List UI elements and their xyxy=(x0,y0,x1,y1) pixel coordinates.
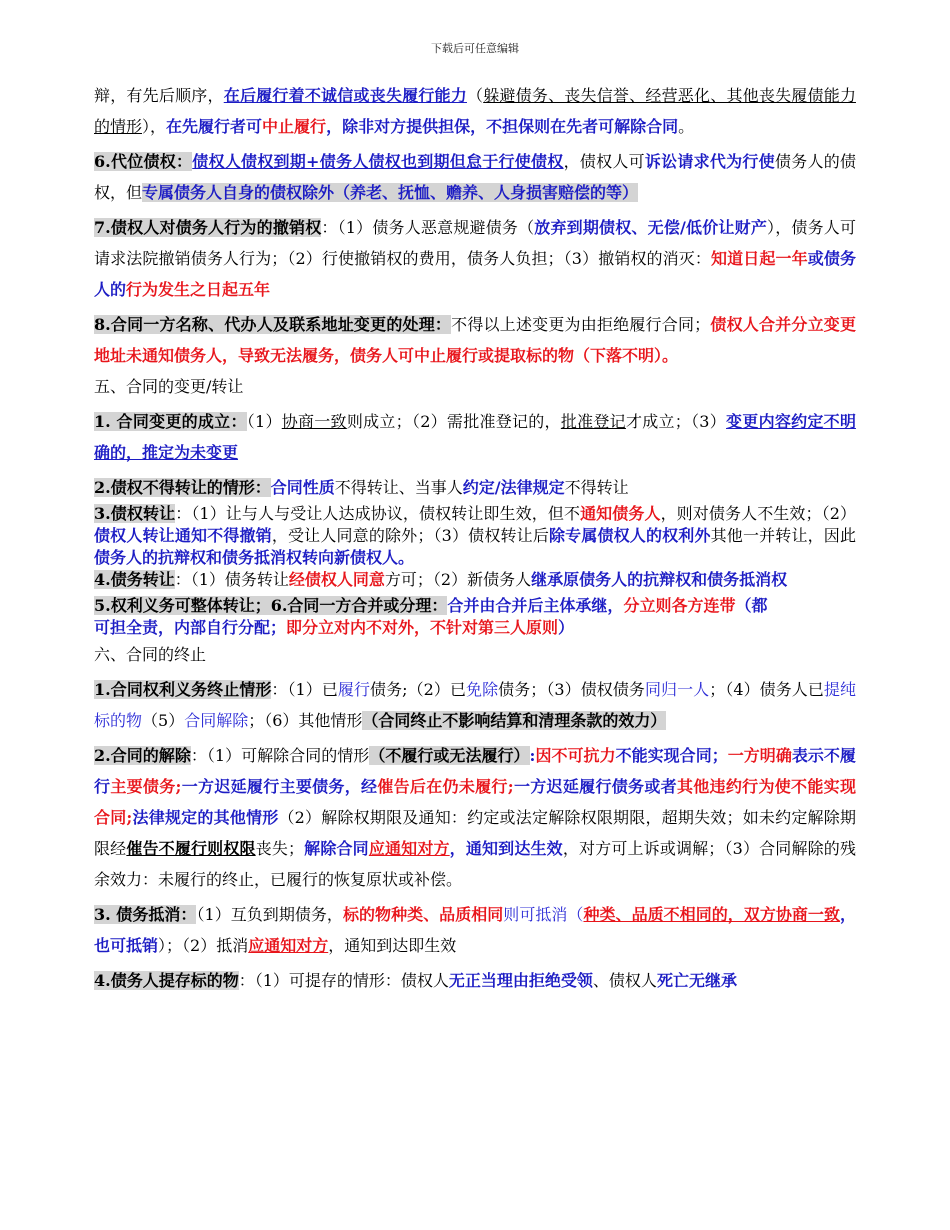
text: 合并由合并后主体承继， xyxy=(447,596,624,615)
text: （1）互负到期债务， xyxy=(196,905,343,924)
text: ：（1）可提存的情形：债权人 xyxy=(238,971,449,990)
text: （2）解除权期限及通知：约定或法定解除权限期限，超期失效；如未约定解除期限经 xyxy=(94,808,856,858)
text: ）；（2）抵消 xyxy=(158,936,249,955)
paragraph-6-4 xyxy=(94,965,856,996)
text: 则成立；（2）需批准登记的， xyxy=(346,412,561,431)
text: （ xyxy=(466,86,484,105)
text: 除专属债权人的权利外 xyxy=(548,526,711,545)
text: 不得转让、当事人 xyxy=(334,478,463,497)
text: 死亡无继承 xyxy=(656,971,737,990)
text: 债务；（3）债权债务 xyxy=(498,680,645,699)
page-header: 下载后可任意编辑 xyxy=(431,42,519,55)
text: ，债权人可 xyxy=(563,152,645,171)
text: 批准登记 xyxy=(560,412,626,431)
text: 催告不履行则权限 xyxy=(126,839,256,858)
text: 解除合同 xyxy=(304,839,369,858)
text: ，受让人同意的除外；（3）债权转让后 xyxy=(271,526,549,545)
text: 变更内容约定不明确的，推定为未变更 xyxy=(94,412,856,462)
text: 债权人债权到期+债务人债权也到期但怠于行使债权 xyxy=(192,152,564,171)
text: 在后履行着不诚信或丧失履行能力 xyxy=(223,86,467,105)
text: 知道日起一年 xyxy=(711,249,808,268)
text: 丧失； xyxy=(255,839,305,858)
section-heading: 5.权利义务可整体转让；6.合同一方合并或分理： xyxy=(94,596,448,615)
text: 不能实现合同； xyxy=(615,746,728,765)
text: 不得以上述变更为由拒绝履行合同； xyxy=(451,315,711,334)
text: （都 xyxy=(735,596,768,615)
text: ），债务人可请求法院撤销债务人行为；（2）行使撤销权的费用，债务人负担；（3）撤销权的消灭： xyxy=(94,218,856,268)
text: 履行 xyxy=(337,680,371,699)
text: 法律规定的其他情形 xyxy=(132,808,279,827)
text: 中止履行 xyxy=(262,117,327,136)
document-body xyxy=(94,80,856,996)
text: ：（1）债务人恶意规避债务（ xyxy=(321,218,535,237)
text: （不履行或无法履行） xyxy=(369,746,530,765)
paragraph-7 xyxy=(94,212,856,305)
text: 诉讼请求代为行使 xyxy=(644,152,775,171)
text: 协商一致 xyxy=(281,412,347,431)
text: 标的物种类、品质相同 xyxy=(342,905,504,924)
text: （1） xyxy=(246,412,282,431)
text: 经债权人同意 xyxy=(288,570,385,589)
text: 一方迟延履行主要债务，经 xyxy=(181,777,378,796)
text: ，对方可上诉或调解；（3）合同解除的残余效力：未履行的终止，已履行的恢复原状或补偿。 xyxy=(94,839,856,889)
section-heading: 4.债务人提存标的物 xyxy=(94,971,239,990)
text: 债务;（2）已 xyxy=(370,680,467,699)
section-heading: 8.合同一方名称、代办人及联系地址变更的处理： xyxy=(94,315,452,334)
text: 通知债务人 xyxy=(580,504,661,523)
text: 因不可抗力 xyxy=(535,746,616,765)
paragraph-6-2 xyxy=(94,740,856,895)
section-heading: 7.债权人对债务人行为的撤销权 xyxy=(94,218,322,237)
paragraph-6-3 xyxy=(94,899,856,961)
section-heading: 1. 合同变更的成立： xyxy=(94,412,247,431)
text: ，通知到达生效 xyxy=(449,839,563,858)
text: : xyxy=(529,746,536,765)
section-heading: 3. 债务抵消： xyxy=(94,905,197,924)
text: 债权人合并分立变更地址未通知债务人，导致无法履务，债务人可中止履行或提取标的物（下落不明）。 xyxy=(94,315,856,365)
text: ：（1）债务转让 xyxy=(174,570,289,589)
section-heading: 3.债权转让 xyxy=(94,504,176,523)
text: 一方迟延履行债务或者 xyxy=(513,777,677,796)
paragraph-6 xyxy=(94,146,856,208)
text: ：（1）可解除合同的情形 xyxy=(190,746,370,765)
section-5-title: 五、合同的变更/转让 xyxy=(94,377,244,396)
paragraph-5-5 xyxy=(94,595,856,639)
text: ：（1）让与人与受让人达成协议，债权转让即生效，但不 xyxy=(175,504,581,523)
text: 或债务人的 xyxy=(94,249,856,299)
section-heading: 1.合同权利义务终止情形 xyxy=(94,680,272,699)
text: 专属债务人自身的债权除外（养老、抚恤、赡养、人身损害赔偿的等） xyxy=(142,183,639,202)
section-heading: 4.债务转让 xyxy=(94,570,175,589)
text: 无正当理由拒绝受领 xyxy=(448,971,593,990)
text: ，除非对方提供担保，不担保则在先者可解除合同 xyxy=(326,117,679,136)
text: 不得转让 xyxy=(564,478,629,497)
text: 债务人的债权，但 xyxy=(94,152,856,202)
paragraph-6-1 xyxy=(94,674,856,736)
text: 合同性质 xyxy=(270,478,335,497)
text: 种类、品质不相同的，双方协商一致 xyxy=(583,905,840,924)
section-heading: 6.代位债权： xyxy=(94,152,193,171)
text: 在先履行者可 xyxy=(166,117,263,136)
text: 提纯标的物 xyxy=(94,680,856,730)
text: 。 xyxy=(678,117,695,136)
text: ：（1）已 xyxy=(271,680,338,699)
text: （合同终止不影响结算和清理条款的效力） xyxy=(362,711,667,730)
text: 则可抵消（ xyxy=(503,905,584,924)
section-heading: 2.债权不得转让的情形： xyxy=(94,478,271,497)
text: 方可；（2）新债务人 xyxy=(384,570,532,589)
paragraph-5-2 xyxy=(94,472,856,503)
text: 放弃到期债权、无偿/低价让财产 xyxy=(534,218,768,237)
text: 债权人转让通知不得撤销 xyxy=(94,526,272,545)
section-6-title: 六、合同的终止 xyxy=(94,645,207,664)
paragraph-5-3 xyxy=(94,503,856,569)
text: 免除 xyxy=(466,680,499,699)
paragraph-8 xyxy=(94,309,856,371)
text: ；（4）债务人已 xyxy=(709,680,824,699)
text: 分立则各方连带 xyxy=(623,596,736,615)
paragraph-1 xyxy=(94,80,856,142)
text: 即分立对内不对外，不针对第三人原则 xyxy=(286,618,559,637)
text: 可担全责，内部自行分配； xyxy=(94,618,287,637)
text: 其他一并转让，因此 xyxy=(710,526,856,545)
text: 主要债务; xyxy=(110,777,182,796)
text: 、债权人 xyxy=(592,971,657,990)
text: ，通知到达即生效 xyxy=(328,936,457,955)
text: 才成立；（3） xyxy=(625,412,727,431)
text: 应通知对方 xyxy=(368,839,450,858)
text: 同归一人 xyxy=(644,680,710,699)
text: 继承原债务人的抗辩权和债务抵消权 xyxy=(531,570,788,589)
paragraph-5-4 xyxy=(94,569,856,591)
text: ；（6）其他情形 xyxy=(248,711,363,730)
text: 辩，有先后顺序， xyxy=(94,86,224,105)
section-heading: 2.合同的解除 xyxy=(94,746,191,765)
text: 行为发生之日起五年 xyxy=(126,280,271,299)
text: 催告后在仍未履行; xyxy=(377,777,514,796)
text: 一方明确 xyxy=(727,746,792,765)
text: 躲避债务、丧失信誉、经营恶化、其他丧失履债能力的情形 xyxy=(94,86,856,136)
paragraph-5-1 xyxy=(94,406,856,468)
text: ）， xyxy=(142,117,167,136)
text: 其他违约行为使不能实现合同; xyxy=(94,777,856,827)
text: ，则对债务人不生效；（2） xyxy=(660,504,856,523)
text: （5） xyxy=(142,711,185,730)
text: 表示不履行 xyxy=(94,746,856,796)
text: 应通知对方 xyxy=(248,936,329,955)
text: ，也可抵销 xyxy=(94,905,856,955)
text: 合同解除 xyxy=(184,711,249,730)
text: 债务人的抗辩权和债务抵消权转向新债权人。 xyxy=(94,548,415,567)
text: 约定/法律规定 xyxy=(462,478,565,497)
text: ） xyxy=(558,618,575,637)
